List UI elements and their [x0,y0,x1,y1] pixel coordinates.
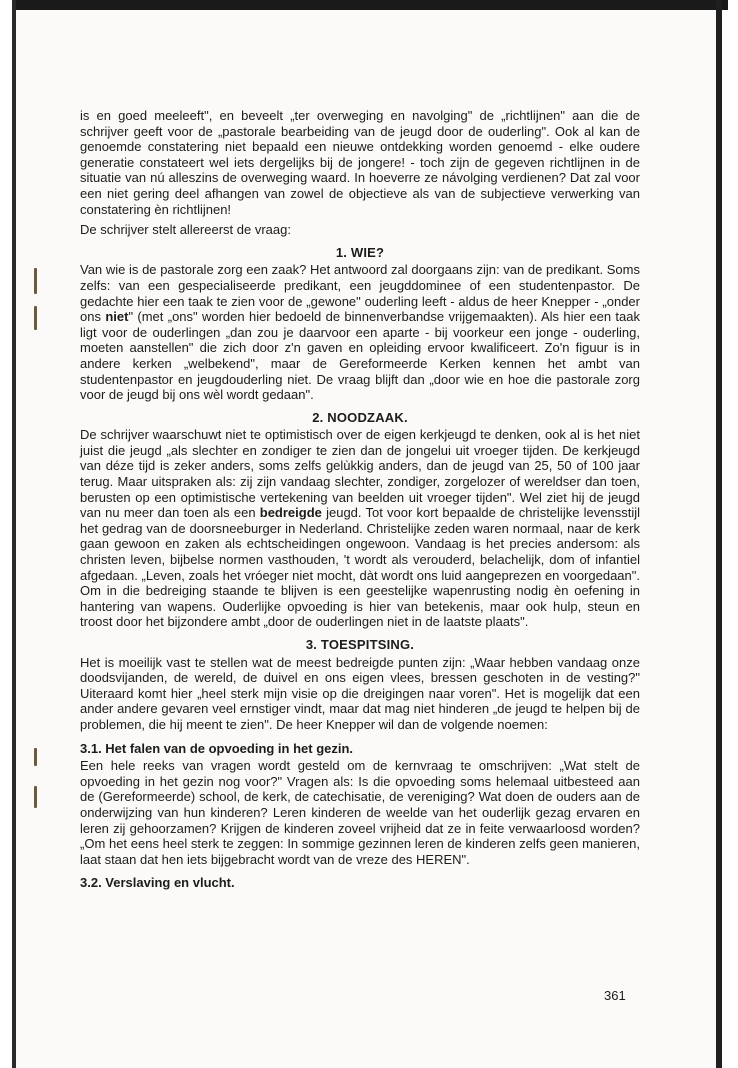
section-2-paragraph [80,427,640,630]
scan-edge-right [716,0,722,1068]
margin-mark [34,748,37,766]
margin-mark [34,786,37,808]
scan-edge-top [12,0,728,10]
paragraph-intro: is en goed meeleeft", en beveelt „ter overweging en navolging" de „richtlijnen" aan die de schrijver geeft voor de „pastorale bearbeiding van de jeugd door de ouderling". Ook al kan de genoemde constatering niet bepaald een nieuwe ontdekking worden genoemd - elke oudere generatie constateert wel iets dergelijks bij de jongere! - toch zijn de gegeven richtlijnen in de situatie van nú alleszins de overweging waard. In hoeverre ze návolging verdienen? Dat zal voor een niet gering deel afhangen van zowel de objectieve als van de subjectieve verwerking van constatering èn richtlijnen! [80,108,640,217]
emphasis-text: bedreigde [259,505,322,521]
article-body [80,108,640,893]
text-run: De schrijver waarschuwt niet te optimistisch over de eigen kerkjeugd te denken, ook al is het niet juist die jeugd „als slechter en zondiger te zien dan de jongelui uit vroeger tijden. De kerkjeugd van déze tijd is zeker anders, soms zelfs gelùkkig anders, dan de jeugd van 25, 50 of 100 jaar terug. Maar uitspraken als: zij zijn vandaag slechter, zondiger, zorgelozer of wereldser dan toen, berusten op een optimistische vertekening van beelden uit vroeger tijden". Wel ziet hij de jeugd van nu meer dan toen als een [80,427,640,521]
section-heading-noodzaak: 2. NOODZAAK. [312,409,408,425]
section-heading-wie: 1. WIE? [335,244,385,260]
section-3-paragraph: Het is moeilijk vast te stellen wat de meest bedreigde punten zijn: „Waar hebben vandaag onze doodsvijanden, de wereld, de duivel en ons eigen vlees, bressen geschoten in de vesting?" Uiteraard komt hier „heel sterk mĳn visie op die dreigingen naar voren". Het is mogelijk dat een ander andere gevaren veel ernstiger vindt, maar dat mag niet hinderen „de jeugd te helpen bij de problemen, die hij meent te zien". De heer Knepper wil dan de volgende noemen: [80,654,640,732]
emphasis-text: niet [105,309,129,325]
text-run: " (met „ons" worden hier bedoeld de binnenverbandse vrijgemaakten). Als hier een taak ligt voor de ouderlingen „dan zou je daarvoor een aparte - bij voorkeur een jonge - ouderling, moeten aanstellen" die zich door z'n gaven en opleiding ervoor kwalificeert. Zo'n figuur is in andere kerken „welbekend", maar de Gereformeerde Kerken kennen het ambt van studentenpastor en jeugdouderling niet. De vraag blijft dan „door wie en hoe die pastorale zorg voor de jeugd bij ons wèl wordt gedaan". [80,309,640,403]
subsection-heading-3-1: 3.1. Het falen van de opvoeding in het gezin. [80,740,354,756]
subsection-3-1-paragraph: Een hele reeks van vragen wordt gesteld om de kernvraag te omschrijven: „Wat stelt de opvoeding in het gezin nog voor?" Vragen als: Is die opvoeding soms helemaal uitbesteed aan de (Gereformeerde) school, de kerk, de catechisatie, de vereniging? Wat doen de ouders aan de onderwijzing van hun kinderen? Leren kinderen de weelde van het ouderlijk gezag ervaren en leren zij gehoorzamen? Krijgen de kinderen zoveel vrijheid dat ze in feite verwaarloosd worden? „Om het eens heel sterk te zeggen: In sommige gezinnen leren de kinderen zelfs geen manieren, laat staan dat hen iets bijgebracht wordt van de vreze des HEREN". [80,758,640,867]
margin-mark [34,306,37,330]
page-number: 361 [604,988,626,1003]
text-run: Van wie is de pastorale zorg een zaak? Het antwoord zal doorgaans zijn: van de predikant. Soms zelfs: van een gespecialiseerde predikant, een jeugddominee of een studentenpastor. De gedachte hier een taak te zien voor de „gewone" ouderling leeft - aldus de heer Knepper - „onder ons [80,262,640,325]
section-heading-toespitsing: 3. TOESPITSING. [305,637,415,652]
scan-edge-left [12,0,16,1068]
paragraph-question: De schrijver stelt allereerst de vraag: [80,222,291,238]
section-1-paragraph [80,262,640,402]
text-run: jeugd. Tot voor kort bepaalde de christelijke levensstijl het gedrag van de doorsneeburger in Nederland. Christelijke zeden waren normaal, naar de kerk gaan gewoon en zaken als echtscheidingen ongewoon. Vandaag is het precies andersom: als christen leven, bijbelse normen vasthouden, 't wordt als verouderd, belachelijk, dom of infantiel afgedaan. „Leven, zoals het vróeger niet mocht, dàt wordt ons luid aangeprezen en voorgedaan". Om in die bedreiging staande te blijven is een geestelijke wapenrusting nodig èn oefening in hantering van wapens. Ouderlijke opvoeding is hier van betekenis, maar ook hulp, steun en troost door het bijzondere ambt „door de ouderlingen niet in de laatste plaats". [80,505,640,630]
margin-mark [34,268,37,294]
subsection-heading-3-2: 3.2. Verslaving en vlucht. [80,875,235,891]
